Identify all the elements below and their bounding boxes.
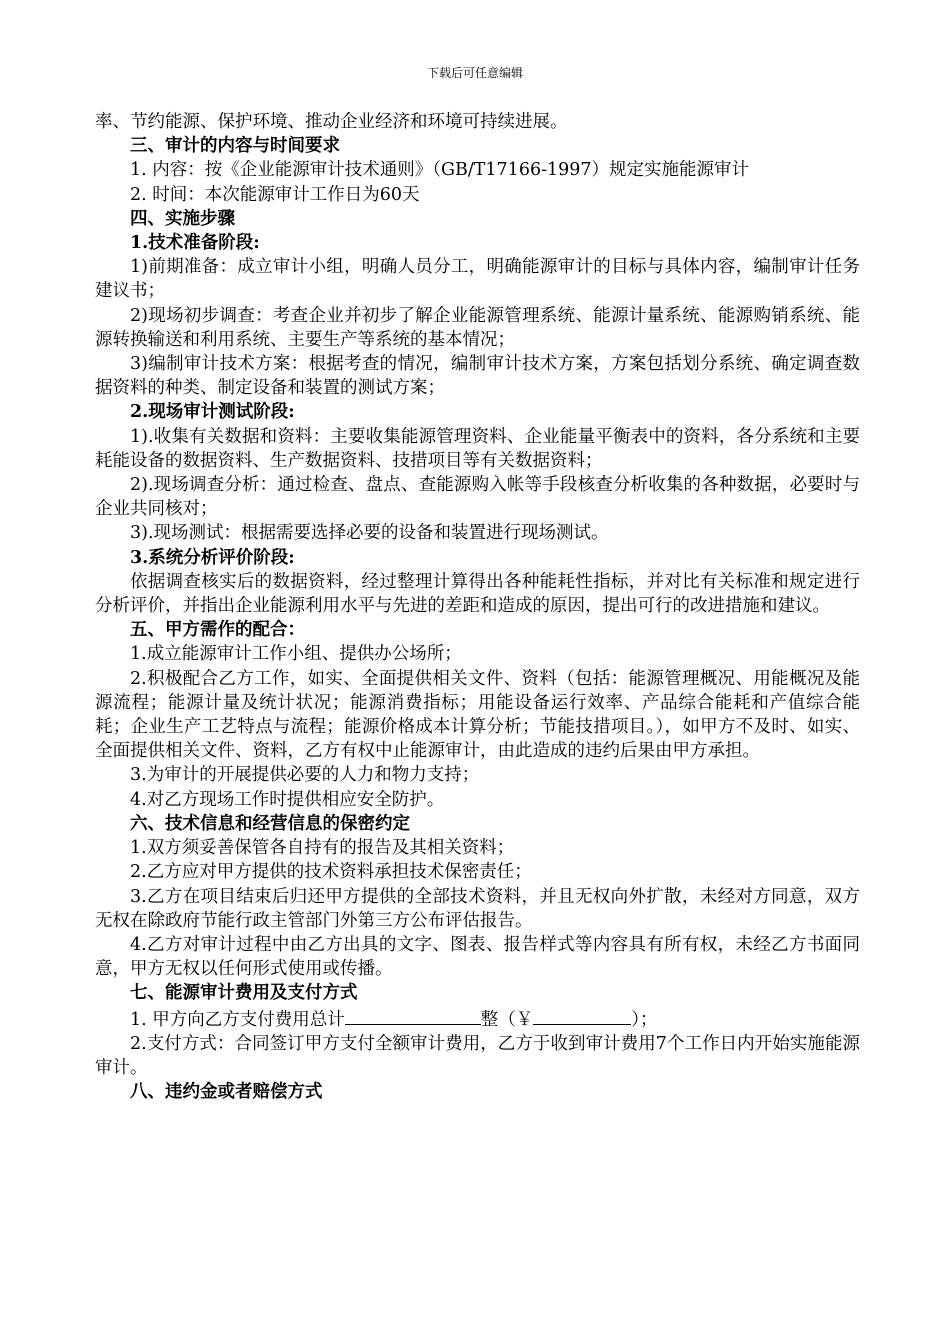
section-4-stage-2-item-2: 2).现场调查分析：通过检查、盘点、查能源购入帐等手段核查分析收集的各种数据，必要时与企业共同核对； (95, 475, 860, 520)
section-4-stage-2-title: 2.现场审计测试阶段: (130, 402, 295, 423)
section-5-title: 五、甲方需作的配合： (130, 620, 305, 641)
section-7-item-2: 2.支付方式：合同签订甲方支付全额审计费用，乙方于收到审计费用7个工作日内开始实施能源审计。 (95, 1033, 860, 1078)
section-4-stage-1-item-1: 1)前期准备：成立审计小组，明确人员分工，明确能源审计的目标与具体内容，编制审计任务建议书； (95, 257, 860, 302)
section-5-item-2: 2.积极配合乙方工作，如实、全面提供相关文件、资料（包括：能源管理概况、用能概况及能源流程；能源计量及统计状况；能源消费指标；用能设备运行效率、产品综合能耗和产值综合能耗；企业生产工艺特点与流程；能源价格成本计算分析；节能技措项目。），如甲方不及时、如实、全面提供相关文件、资料，乙方有权中止能源审计，由此造成的违约后果由甲方承担。 (95, 668, 860, 762)
header-note: 下载后可任意编辑 (426, 66, 523, 80)
section-4-stage-3-item-1: 依据调查核实后的数据资料，经过整理计算得出各种能耗性指标，并对比有关标准和规定进行分析评价，并指出企业能源利用水平与先进的差距和造成的原因，提出可行的改进措施和建议。 (95, 571, 860, 617)
section-4-stage-3-title: 3.系统分析评价阶段: (130, 547, 295, 568)
section-3-title: 三、审计的内容与时间要求 (130, 136, 340, 157)
section-4-stage-1-item-2: 2)现场初步调查：考查企业并初步了解企业能源管理系统、能源计量系统、能源购销系统、能源转换输送和利用系统、主要生产等系统的基本情况； (95, 305, 860, 350)
section-4-stage-2-item-1: 1).收集有关数据和资料：主要收集能源管理资料、企业能量平衡表中的资料，各分系统和主要耗能设备的数据资料、生产数据资料、技措项目等有关数据资料； (95, 426, 860, 471)
fee-amount-blank[interactable] (533, 1006, 631, 1025)
document-body (95, 110, 860, 1104)
section-6-title: 六、技术信息和经营信息的保密约定 (130, 813, 410, 834)
section-6-item-1: 1.双方须妥善保管各自持有的报告及其相关资料； (130, 838, 515, 859)
section-8-title: 八、违约金或者赔偿方式 (130, 1082, 323, 1103)
section-4-stage-2-item-3: 3).现场测试：根据需要选择必要的设备和装置进行现场测试。 (130, 523, 609, 544)
section-6-item-4: 4.乙方对审计过程中由乙方出具的文字、图表、报告样式等内容具有所有权，未经乙方书面同意，甲方无权以任何形式使用或传播。 (95, 934, 860, 980)
section-7-title: 七、能源审计费用及支付方式 (130, 983, 358, 1004)
section-4-stage-1-title: 1.技术准备阶段: (130, 233, 260, 254)
intro-tail: 率、节约能源、保护环境、推动企业经济和环境可持续进展。 (95, 112, 568, 132)
section-5-item-3: 3.为审计的开展提供必要的人力和物力支持； (130, 765, 480, 786)
section-3-item-2: 2. 时间：本次能源审计工作日为60天 (130, 184, 420, 205)
fee-close: ）； (631, 1009, 658, 1030)
section-5-item-4: 4.对乙方现场工作时提供相应安全防护。 (130, 789, 445, 810)
section-4-title: 四、实施步骤 (130, 208, 235, 229)
section-3-item-1: 1. 内容：按《企业能源审计技术通则》（GB/T17166-1997）规定实施能源审计 (130, 160, 750, 181)
section-7-item-1 (95, 1006, 860, 1032)
section-5-item-1: 1.成立能源审计工作小组、提供办公场所； (130, 644, 462, 665)
section-4-stage-1-item-3: 3)编制审计技术方案：根据考查的情况，编制审计技术方案，方案包括划分系统、确定调查数据资料的种类、制定设备和装置的测试方案； (95, 354, 860, 399)
section-6-item-3: 3.乙方在项目结束后归还甲方提供的全部技术资料，并且无权向外扩散，未经对方同意，双方无权在除政府节能行政主管部门外第三方公布评估报告。 (95, 886, 860, 931)
fee-total-label: 1. 甲方向乙方支付费用总计 (130, 1009, 345, 1030)
fee-amount-label: 整（￥ (480, 1009, 534, 1030)
section-6-item-2: 2.乙方应对甲方提供的技术资料承担技术保密责任； (130, 862, 532, 883)
fee-total-blank[interactable] (345, 1006, 481, 1025)
